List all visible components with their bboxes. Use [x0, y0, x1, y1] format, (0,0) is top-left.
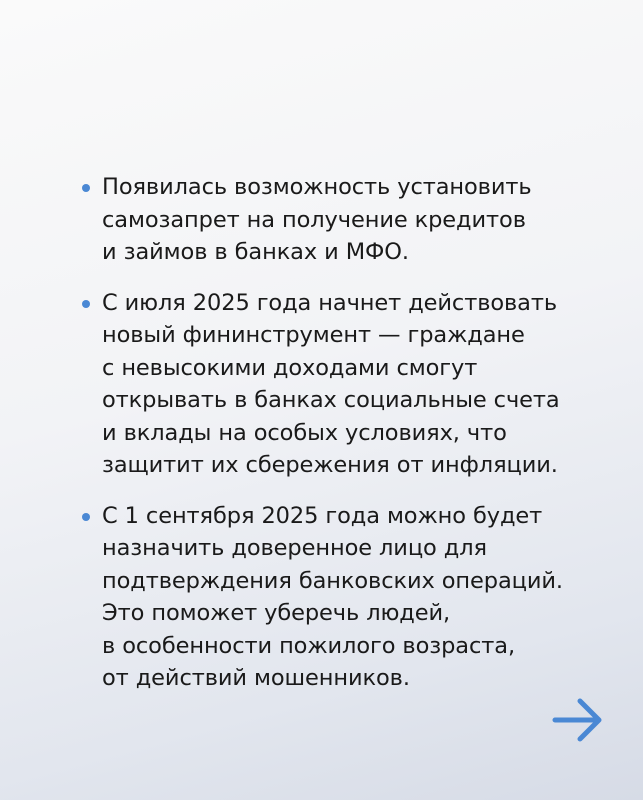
bullet-dot-icon: [82, 300, 90, 308]
bullet-dot-icon: [82, 513, 90, 521]
bullet-line: с невысокими доходами смогут: [102, 354, 478, 381]
bullet-item-trusted-person: [82, 500, 622, 695]
bullet-line: назначить доверенное лицо для: [102, 535, 487, 561]
bullet-line: подтверждения банковских операций.: [102, 567, 563, 594]
bullet-line: защитит их сбережения от инфляции.: [102, 452, 558, 478]
bullet-line: Это поможет уберечь людей,: [102, 600, 451, 626]
bullet-item-social-accounts: [82, 287, 622, 482]
bullet-line: С 1 сентября 2025 года можно будет: [102, 502, 543, 529]
bullet-line: в особенности пожилого возраста,: [102, 632, 516, 659]
bullet-line: от действий мошенников.: [102, 665, 410, 691]
arrow-right-icon[interactable]: [552, 697, 604, 743]
bullet-line: С июля 2025 года начнет действовать: [102, 289, 558, 316]
bullet-line: новый фининструмент — граждане: [102, 322, 525, 348]
bullet-dot-icon: [82, 184, 90, 192]
bullet-line: и вклады на особых условиях, что: [102, 419, 507, 446]
bullet-line: Появилась возможность установить: [102, 174, 532, 200]
bullet-list: [82, 171, 622, 713]
bullet-line: и займов в банках и МФО.: [102, 239, 409, 265]
bullet-item-self-ban: [82, 171, 622, 269]
bullet-line: самозапрет на получение кредитов: [102, 206, 526, 233]
bullet-line: открывать в банках социальные счета: [102, 387, 560, 413]
